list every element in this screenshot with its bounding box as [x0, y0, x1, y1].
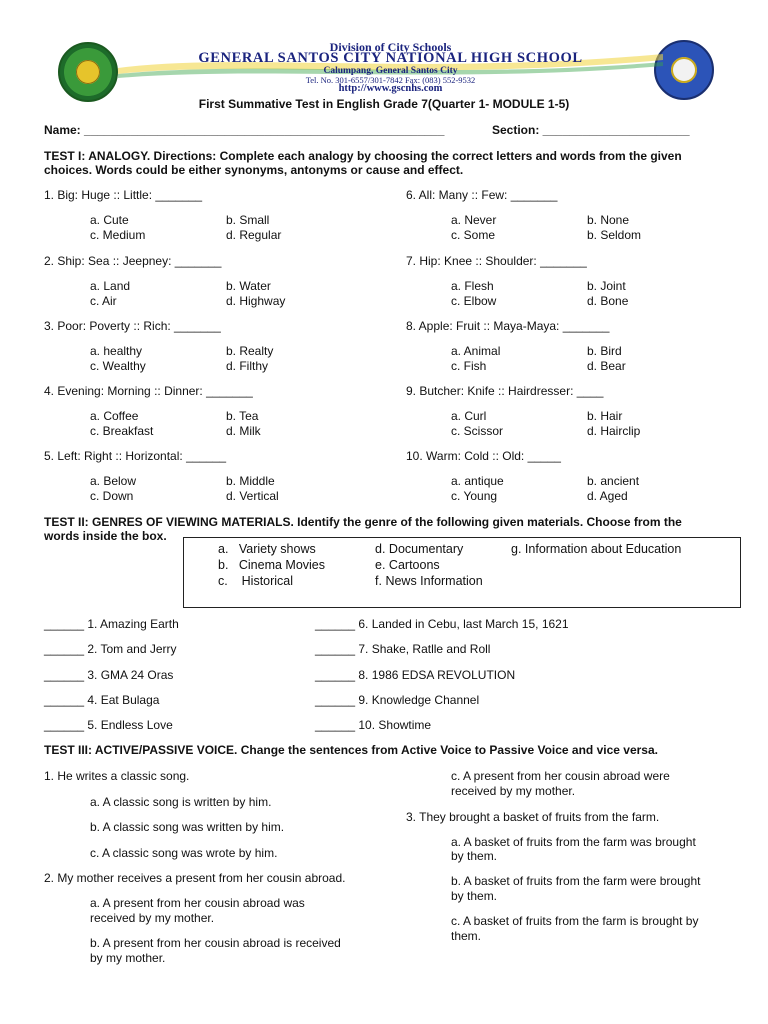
analogy-option-d: d. Vertical: [226, 489, 279, 503]
test3-option: b. A basket of fruits from the farm were brought: [451, 874, 701, 888]
genre-choice: e. Cartoons: [375, 558, 440, 572]
analogy-option-b: b. None: [587, 213, 630, 227]
analogy-option-d: d. Bear: [587, 359, 626, 373]
analogy-option-c: c. Medium: [90, 228, 146, 242]
test3-question-1: 1. He writes a classic song.: [44, 769, 190, 783]
genre-choice: f. News Information: [375, 574, 483, 588]
analogy-option-a: a. Land: [90, 279, 131, 293]
test3-option-cont: received by my mother.: [451, 784, 576, 798]
analogy-option-c: c. Down: [90, 489, 134, 503]
test2-item: ______ 4. Eat Bulaga: [44, 693, 160, 707]
analogy-question-4: 4. Evening: Morning :: Dinner: _______: [44, 384, 253, 398]
analogy-option-a: a. Curl: [451, 409, 487, 423]
analogy-option-a: a. Animal: [451, 344, 501, 358]
test2-item: ______ 6. Landed in Cebu, last March 15, 1621: [315, 617, 569, 631]
school-letterhead: [118, 38, 663, 94]
analogy-option-b: b. Water: [226, 279, 271, 293]
genre-choice: c. Historical: [218, 574, 294, 588]
analogy-option-d: d. Hairclip: [587, 424, 641, 438]
genre-choice: a. Variety shows: [218, 542, 316, 556]
analogy-question-5: 5. Left: Right :: Horizontal: ______: [44, 449, 227, 463]
analogy-option-b: b. Joint: [587, 279, 626, 293]
deped-seal-right: [654, 40, 714, 100]
analogy-question-2: 2. Ship: Sea :: Jeepney: _______: [44, 254, 222, 268]
test2-item: ______ 8. 1986 EDSA REVOLUTION: [315, 668, 516, 682]
analogy-option-b: b. Bird: [587, 344, 622, 358]
school-seal-left: [58, 42, 118, 102]
analogy-option-d: d. Aged: [587, 489, 628, 503]
test3-option: a. A present from her cousin abroad was: [90, 896, 305, 910]
test3-option: b. A present from her cousin abroad is received: [90, 936, 341, 950]
test-title: First Summative Test in English Grade 7(Quarter 1- MODULE 1-5): [198, 97, 570, 111]
test2-item: ______ 10. Showtime: [315, 718, 432, 732]
analogy-question-8: 8. Apple: Fruit :: Maya-Maya: _______: [406, 319, 610, 333]
analogy-option-b: b. Small: [226, 213, 270, 227]
test2-heading-line1: TEST II: GENRES OF VIEWING MATERIALS. Identify the genre of the following given materials. Choose from the: [44, 515, 682, 529]
test3-option-cont: by my mother.: [90, 951, 166, 965]
analogy-option-a: a. Flesh: [451, 279, 494, 293]
analogy-option-d: d. Milk: [226, 424, 261, 438]
test3-option-cont: by them.: [451, 849, 498, 863]
test2-item: ______ 7. Shake, Ratlle and Roll: [315, 642, 491, 656]
analogy-option-d: d. Bone: [587, 294, 629, 308]
analogy-option-b: b. Tea: [226, 409, 259, 423]
analogy-option-b: b. Realty: [226, 344, 274, 358]
analogy-option-b: b. Hair: [587, 409, 623, 423]
analogy-option-d: d. Filthy: [226, 359, 269, 373]
analogy-option-c: c. Breakfast: [90, 424, 154, 438]
test3-option-cont: received by my mother.: [90, 911, 215, 925]
test2-item: ______ 3. GMA 24 Oras: [44, 668, 174, 682]
genre-choice: b. Cinema Movies: [218, 558, 325, 572]
analogy-option-a: a. Never: [451, 213, 497, 227]
genre-choice: g. Information about Education: [511, 542, 682, 556]
analogy-question-9: 9. Butcher: Knife :: Hairdresser: ____: [406, 384, 604, 398]
test2-item: ______ 1. Amazing Earth: [44, 617, 179, 631]
test3-option-cont: them.: [451, 929, 482, 943]
analogy-question-1: 1. Big: Huge :: Little: _______: [44, 188, 203, 202]
analogy-option-c: c. Scissor: [451, 424, 504, 438]
section-field-line: Section: ______________________: [492, 123, 690, 137]
analogy-option-c: c. Some: [451, 228, 496, 242]
analogy-option-c: c. Air: [90, 294, 117, 308]
analogy-option-d: d. Regular: [226, 228, 282, 242]
analogy-option-c: c. Wealthy: [90, 359, 146, 373]
analogy-option-a: a. Coffee: [90, 409, 139, 423]
genre-choice: d. Documentary: [375, 542, 464, 556]
analogy-option-a: a. antique: [451, 474, 504, 488]
analogy-option-a: a. healthy: [90, 344, 143, 358]
genre-choices-box: [183, 537, 741, 608]
test3-option: c. A present from her cousin abroad were: [451, 769, 670, 783]
analogy-option-c: c. Fish: [451, 359, 487, 373]
school-website: http://www.gscnhs.com: [338, 83, 443, 94]
test3-option: b. A classic song was written by him.: [90, 820, 285, 834]
analogy-option-a: a. Below: [90, 474, 137, 488]
test3-option: c. A basket of fruits from the farm is brought by: [451, 914, 699, 928]
analogy-option-d: d. Highway: [226, 294, 286, 308]
analogy-option-c: c. Young: [451, 489, 498, 503]
test3-option: a. A classic song is written by him.: [90, 795, 272, 809]
school-contact: Tel. No. 301-6557/301-7842 Fax: (083) 552-9532: [305, 75, 476, 85]
school-address: Calumpang, General Santos City: [323, 66, 458, 76]
test3-question-3: 3. They brought a basket of fruits from the farm.: [406, 810, 660, 824]
test3-heading: TEST III: ACTIVE/PASSIVE VOICE. Change the sentences from Active Voice to Passive Voice and vice versa.: [44, 743, 658, 757]
school-name: GENERAL SANTOS CITY NATIONAL HIGH SCHOOL: [198, 50, 583, 66]
analogy-option-c: c. Elbow: [451, 294, 497, 308]
test3-option: c. A classic song was wrote by him.: [90, 846, 278, 860]
test3-question-2: 2. My mother receives a present from her cousin abroad.: [44, 871, 346, 885]
test2-item: ______ 9. Knowledge Channel: [315, 693, 480, 707]
test2-item: ______ 2. Tom and Jerry: [44, 642, 177, 656]
analogy-question-7: 7. Hip: Knee :: Shoulder: _______: [406, 254, 587, 268]
analogy-option-a: a. Cute: [90, 213, 129, 227]
test2-heading-line2: words inside the box.: [44, 529, 167, 543]
test2-item: ______ 5. Endless Love: [44, 718, 173, 732]
name-field-line: Name: ______________________________________________________: [44, 123, 445, 137]
analogy-question-3: 3. Poor: Poverty :: Rich: _______: [44, 319, 221, 333]
analogy-option-b: b. Middle: [226, 474, 275, 488]
analogy-question-10: 10. Warm: Cold :: Old: _____: [406, 449, 561, 463]
test3-option-cont: by them.: [451, 889, 498, 903]
analogy-option-d: b. Seldom: [587, 228, 642, 242]
analogy-question-6: 6. All: Many :: Few: _______: [406, 188, 558, 202]
analogy-option-b: b. ancient: [587, 474, 640, 488]
test1-heading-line1: TEST I: ANALOGY. Directions: Complete each analogy by choosing the correct letters and words from the given: [44, 149, 682, 163]
division-name: Division of City Schools: [329, 40, 452, 54]
test1-heading-line2: choices. Words could be either synonyms, antonyms or cause and effect.: [44, 163, 464, 177]
test3-option: a. A basket of fruits from the farm was brought: [451, 835, 696, 849]
